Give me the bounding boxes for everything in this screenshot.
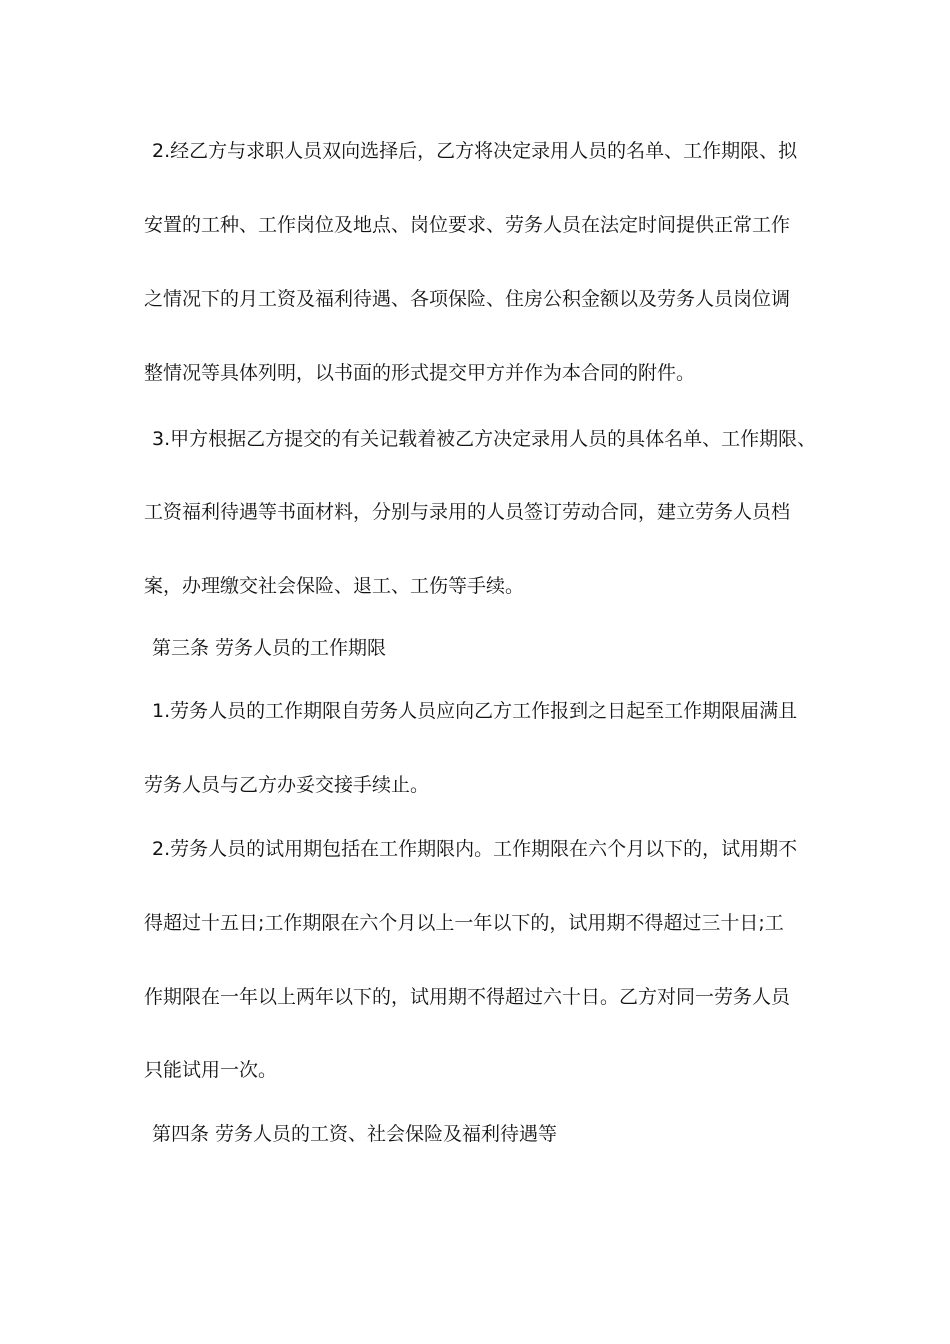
clause-2-line-2: 安置的工种、工作岗位及地点、岗位要求、劳务人员在法定时间提供正常工作 [144,214,791,236]
article-3-item-1-line-2: 劳务人员与乙方办妥交接手续止。 [144,774,430,796]
clause-2-line-3: 之情况下的月工资及福利待遇、各项保险、住房公积金额以及劳务人员岗位调 [144,288,791,310]
article-3-item-2-line-4: 只能试用一次。 [144,1059,278,1081]
article-3-item-1-line-1: 1.劳务人员的工作期限自劳务人员应向乙方工作报到之日起至工作期限届满且 [152,700,798,722]
article-3-item-2-line-1: 2.劳务人员的试用期包括在工作期限内。工作期限在六个月以下的，试用期不 [152,838,798,860]
clause-3-line-1: 3.甲方根据乙方提交的有关记载着被乙方决定录用人员的具体名单、工作期限、 [152,428,817,450]
article-4-heading: 第四条 劳务人员的工资、社会保险及福利待遇等 [152,1123,558,1145]
clause-2-line-1: 2.经乙方与求职人员双向选择后，乙方将决定录用人员的名单、工作期限、拟 [152,140,798,162]
article-3-item-2-line-3: 作期限在一年以上两年以下的，试用期不得超过六十日。乙方对同一劳务人员 [144,986,791,1008]
clause-3-line-3: 案，办理缴交社会保险、退工、工伤等手续。 [144,575,525,597]
clause-3-line-2: 工资福利待遇等书面材料，分别与录用的人员签订劳动合同，建立劳务人员档 [144,501,791,523]
clause-2-line-4: 整情况等具体列明，以书面的形式提交甲方并作为本合同的附件。 [144,362,696,384]
article-3-heading: 第三条 劳务人员的工作期限 [152,637,387,659]
article-3-item-2-line-2: 得超过十五日;工作期限在六个月以上一年以下的，试用期不得超过三十日;工 [144,912,784,934]
